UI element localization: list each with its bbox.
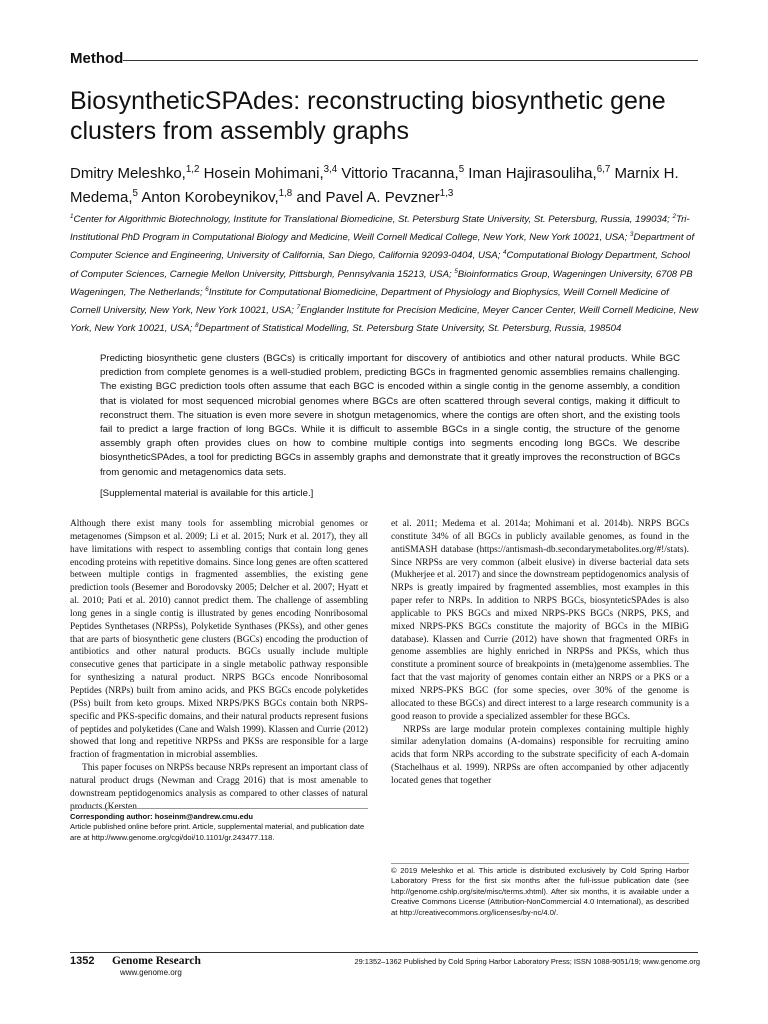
paragraph: Although there exist many tools for assembling microbial genomes or metagenomes (Simpson et al. 2009; Li et al. 2015; Nurk et al. 2017), they all have limitations with respect to assembling contigs that contain long genes encoding proteins with repetitive domains. Since long genes are often scattered between multiple contigs in fragmented assemblies, the existing gene prediction tools (Besemer and Borodovsky 2005; Delcher et al. 2007; Hyatt et al. 2010; Pati et al. 2010) cannot predict them. The challenge of assembling long genes in a single contig is illustrated by genes encoding Nonribosomal Peptides Synthetases (NRPSs), Polyketide Synthases (PKSs), and other genes that are parts of biosynthetic gene clusters (BGCs) encoding the production of antibiotics and other natural products. BGCs usually include multiple consecutive genes that participate in a single metabolic pathway responsible for synthesizing a natural product. NRPS BGCs encode Nonribosomal Peptides (NRPs) built from amino acids, and PKS BGCs encode polyketides (PSs) built from keto groups. Mixed NRPS/PKS BGCs contain both NRPS-specific and PKS-specific domains, and their natural products represent fusions of peptides and polyketides (Cane and Walsh 1999). Klassen and Currie (2012) showed that long and repetitive NRPSs and PKSs are responsible for a large fraction of fragmentation in microbial assemblies. (70, 519, 368, 761)
author: Vittorio Tracanna,$^5$ (341, 164, 465, 182)
journal-url: www.genome.org (120, 968, 182, 977)
author: Hosein Mohimani,$^{3,4}$ (203, 164, 338, 182)
page-number: 1352 (70, 955, 95, 967)
publication-note: Article published online before print. Article, supplemental material, and publication date are at http://www.genome.org/cgi/doi/10.1101/gr.243477.118. (70, 822, 365, 842)
affiliations: $^1$Center for Algorithmic Biotechnology, Institute for Translational Biomedicine, St. Petersburg State University, St. Petersburg, Russia, 199034; $^2$Tri-Institutional PhD Program in Computational Biology and Medicine, Weill Cornell Medical College, New York, New York 10021, USA; $^3$Department of Computer Science and Engineering, University of California, San Diego, California 92093-0404, USA; $^4$Computational Biology Department, School of Computer Sciences, Carnegie Mellon University, Pittsburgh, Pennsylvania 15213, USA; $^5$Bioinformatics Group, Wageningen University, 6708 PB Wageningen, The Netherlands; $^6$Institute for Computational Biomedicine, Department of Physiology and Biophysics, Weill Cornell Medicine of Cornell University, New York, New York 10021, USA; $^7$Englander Institute for Precision Medicine, Meyer Cancer Center, Weill Cornell Medicine, New York, New York 10021, USA; $^8$Department of Statistical Modelling, St. Petersburg State University, St. Petersburg, Russia, 198504 (70, 213, 699, 335)
author-list (70, 160, 710, 208)
author: Dmitry Meleshko,$^{1,2}$ (70, 164, 200, 182)
footer-rule (70, 952, 698, 953)
author: Anton Korobeynikov,$^{1,8}$ (141, 188, 293, 206)
section-label: Method (70, 50, 124, 67)
journal-name: Genome Research (112, 955, 201, 967)
paragraph: et al. 2011; Medema et al. 2014a; Mohimani et al. 2014b). NRPS BGCs constitute 34% of all BGCs in publicly available genomes, as found in the antiSMASH database (https://antismash-db.secondarymetabolites.org/#!/stats). Since NRPSs are very common (albeit elusive) in diverse bacterial data sets (Mukherjee et al. 2017) and since the downstream peptidogenomics analysis of NRPs is greatly impaired by fragmented assemblies, most examples in this paper refer to NRPs. In addition to NRPS BGCs, biosynteticSPAdes is also applicable to PKS BGCs and mixed NRPS-PKS BGCs (NRPS, PKS, and mixed NRPS-PKS BGCs constitute the majority of BGCs in the MIBiG database). Klassen and Currie (2012) have shown that fragmented ORFs in genome assemblies are highly enriched in NRPSs and PKSs, which thus constitute a prominent source of breakpoints in (meta)genome assemblies. The fact that the vast majority of genomes contain either an NRPS or a PKS or a mixed NRPS-PKS BGC (for some species, over 30% of the genome is allocated to these BGCs) and direct interest to a large research community is a good reason to provide a specialized assembler for these BGCs. (391, 519, 689, 722)
correspondence-rule (70, 808, 368, 809)
paragraph: NRPSs are large modular protein complexes containing multiple highly similar adenylation domains (A-domains) responsible for recruiting amino acids that form NRPs according to the substrate specificity of each A-domain (Stachelhaus et al. 1999). NRPSs are often accompanied by other adjacently located genes that together (391, 724, 689, 786)
supplemental-note: [Supplemental material is available for this article.] (100, 487, 314, 499)
article-title: BiosyntheticSPAdes: reconstructing biosynthetic gene clusters from assembly graphs (70, 87, 666, 145)
abstract-text: Predicting biosynthetic gene clusters (BGCs) is critically important for discovery of antibiotics and other natural products. While BGC prediction from complete genomes is a well-studied problem, predicting BGCs in fragmented genomic assemblies remains challenging. The existing BGC prediction tools often assume that each BGC is encoded within a single contig in the genome assembly, a condition that is violated for most sequenced microbial genomes where BGCs are often scattered through several contigs, making it difficult to reconstruct them. The situation is even more severe in shotgun metagenomics, where the contigs are often short, and the existing tools fail to predict a large fraction of long BGCs. While it is difficult to assemble BGCs in a single contig, the structure of the genome assembly graph often provides clues on how to combine multiple contigs into segments encoding long BGCs. We describe biosyntheticSPAdes, a tool for predicting BGCs in assembly graphs and demonstrate that it greatly improves the reconstruction of BGCs from genomic and metagenomics data sets. (100, 353, 680, 478)
paragraph: This paper focuses on NRPSs because NRPs represent an important class of natural product drugs (Newman and Cragg 2016) that is most amenable to downstream peptidogenomics analysis as compared to other classes of natural products (Kersten (70, 763, 368, 812)
body-column-left (70, 518, 368, 813)
corresponding-author: Corresponding author: hoseinm@andrew.cmu.edu (70, 812, 254, 821)
citation-line: 29:1352–1362 Published by Cold Spring Harbor Laboratory Press; ISSN 1088-9051/19; www.genome.org (354, 957, 700, 966)
author: Iman Hajirasouliha,$^{6,7}$ (468, 164, 611, 182)
body-column-right (391, 518, 689, 788)
correspondence-note (70, 812, 368, 843)
abstract (100, 352, 680, 501)
copyright-rule (391, 863, 689, 864)
copyright-notice: © 2019 Meleshko et al. This article is distributed exclusively by Cold Spring Harbor Laboratory Press for the first six months after the full-issue publication date (see http://genome.cshlp.org/site/misc/terms.xhtml). After six months, it is available under a Creative Commons License (Attribution-NonCommercial 4.0 International), as described at http://creativecommons.org/licenses/by-nc/4.0/. (391, 866, 689, 917)
author: Marnix H. Medema,$^5$ (70, 165, 679, 206)
section-rule (123, 60, 698, 61)
author: and Pavel A. Pevzner$^{1,3}$ (296, 188, 454, 206)
